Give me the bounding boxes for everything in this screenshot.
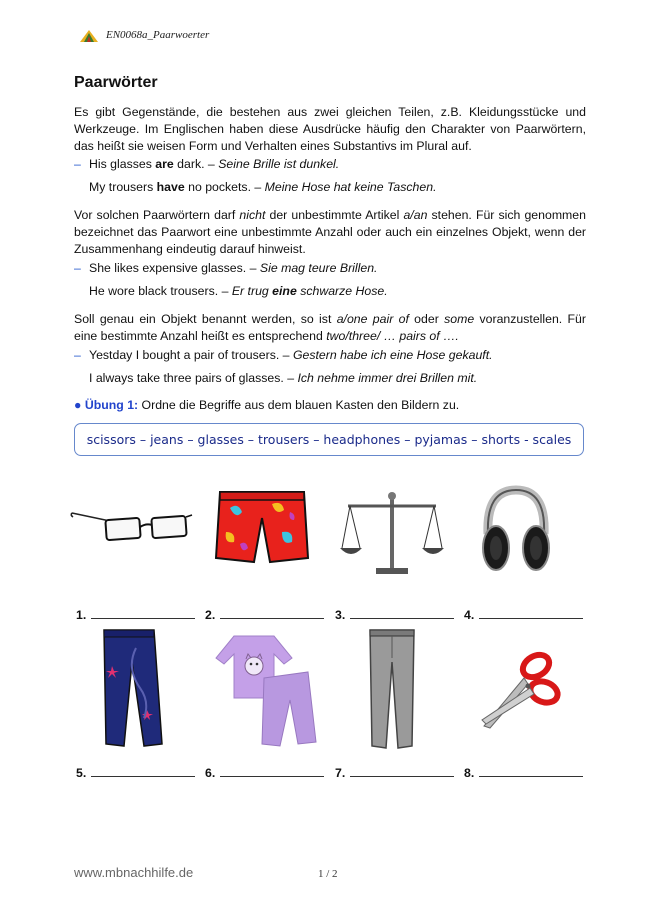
answer-line-2[interactable]: 2.: [205, 608, 324, 622]
logo-icon: [80, 30, 98, 42]
trousers-icon: [366, 628, 418, 750]
dash: –: [74, 157, 81, 171]
glasses-icon: [70, 505, 194, 547]
pyjamas-icon: [214, 628, 318, 748]
answer-line-7[interactable]: 7.: [335, 766, 454, 780]
scales-icon: [340, 488, 444, 578]
jeans-icon: [96, 628, 168, 748]
answer-line-3[interactable]: 3.: [335, 608, 454, 622]
scissors-icon: [478, 648, 562, 732]
rule-paragraph: Vor solchen Paarwörtern darf nicht der unbestimmte Artikel a/an stehen. Für sich genommen bezeichnet das Paarwort eine unbestimmte Anzahl oder auch ein einzelnes Objekt, wenn der Zusammenhang eindeutig darauf hinweist.: [74, 208, 586, 256]
example-line: – She likes expensive glasses. – Sie mag teure Brillen.: [74, 261, 378, 275]
answer-line-6[interactable]: 6.: [205, 766, 324, 780]
example-line: – His glasses are dark. – Seine Brille ist dunkel.: [74, 157, 340, 171]
exercise-heading: ● Übung 1: Ordne die Begriffe aus dem blauen Kasten den Bildern zu.: [74, 398, 460, 412]
word-box: scissors – jeans – glasses – trousers – headphones – pyjamas – shorts - scales: [74, 423, 584, 456]
shorts-icon: [212, 488, 312, 568]
answer-line-5[interactable]: 5.: [76, 766, 195, 780]
answer-line-1[interactable]: 1.: [76, 608, 195, 622]
headphones-icon: [478, 484, 554, 578]
example-line: I always take three pairs of glasses. – Ich nehme immer drei Brillen mit.: [89, 371, 478, 385]
example-line: – Yestday I bought a pair of trousers. – Gestern habe ich eine Hose gekauft.: [74, 348, 493, 362]
document-code: EN0068a_Paarwoerter: [106, 29, 210, 41]
example-line: He wore black trousers. – Er trug eine schwarze Hose.: [89, 284, 388, 298]
footer-website: www.mbnachhilfe.de: [74, 865, 194, 880]
rule-paragraph: Soll genau ein Objekt benannt werden, so ist a/one pair of oder some voranzustellen. Für eine bestimmte Anzahl heißt es entsprechend two/three/ … pairs of ….: [74, 312, 586, 343]
intro-paragraph: Es gibt Gegenstände, die bestehen aus zwei gleichen Teilen, z.B. Kleidungsstücke und Werkzeuge. Im Englischen haben diese Ausdrücke häufig den Charakter von Paarwörtern, das heißt sie weisen Form und Verhalten eines Substantivs im Plural auf.: [74, 105, 586, 153]
page-title: Paarwörter: [74, 74, 158, 91]
answer-line-8[interactable]: 8.: [464, 766, 583, 780]
example-line: My trousers have no pockets. – Meine Hose hat keine Taschen.: [89, 180, 437, 194]
page-number: 1 / 2: [318, 868, 338, 880]
answer-line-4[interactable]: 4.: [464, 608, 583, 622]
